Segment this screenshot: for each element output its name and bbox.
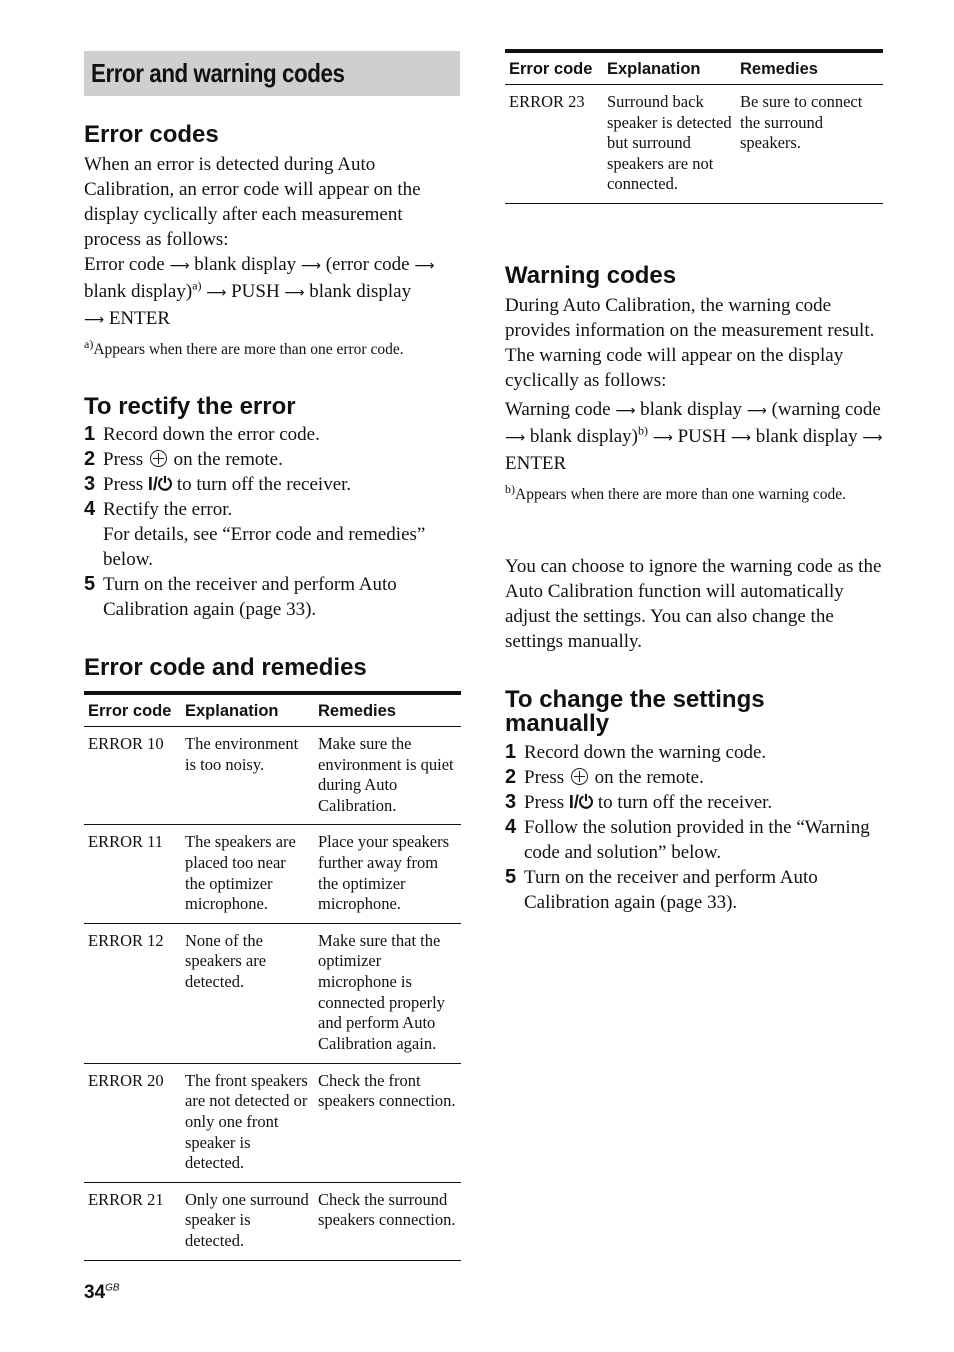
column-header: Error code	[505, 51, 603, 85]
table-row: ERROR 20 The front speakers are not detected or only one front speaker is detected. Check the front speakers connection.	[84, 1063, 461, 1182]
column-header: Explanation	[603, 51, 736, 85]
list-item: 1 Record down the warning code.	[505, 741, 767, 763]
right-arrow-icon: ⟶	[615, 403, 636, 419]
section-banner	[84, 51, 460, 96]
page-number: $34^{GB}$	[84, 1282, 120, 1303]
enter-plus-icon	[150, 450, 167, 467]
table-row: ERROR 23 Surround back speaker is detected but surround speakers are not connected. Be sure to connect the surround speakers.	[505, 85, 883, 204]
column-header: Error code	[84, 693, 181, 727]
column-header: Explanation	[181, 693, 314, 727]
table-row: ERROR 11 The speakers are placed too near the optimizer microphone. Place your speakers further away from the optimizer microphone.	[84, 825, 461, 923]
table-row: ERROR 12 None of the speakers are detected. Make sure that the optimizer microphone is connected properly and perform Auto Calibration again.	[84, 923, 461, 1063]
warning-footnote: $^{b)}$Appears when there are more than one warning code.	[505, 481, 846, 503]
list-item: 5 Turn on the receiver and perform Auto Calibration again (page 33).	[505, 866, 818, 913]
table-row: ERROR 10 The environment is too noisy. Make sure the environment is quiet during Auto Calibration.	[84, 727, 461, 825]
right-arrow-icon: ⟶	[84, 312, 105, 328]
right-arrow-icon: ⟶	[730, 430, 751, 446]
enter-plus-icon	[571, 768, 588, 785]
list-item: 3 Press I/⏻ to turn off the receiver.	[505, 791, 773, 813]
table-row: ERROR 21 Only one surround speaker is detected. Check the surround speakers connection.	[84, 1182, 461, 1260]
section-title: Error and warning codes	[91, 58, 345, 88]
error-codes-intro: When an error is detected during Auto Calibration, an error code will appear on the display cyclically after each measurement process as follows:	[84, 154, 421, 250]
right-arrow-icon: ⟶	[300, 258, 321, 274]
list-item: 1 Record down the error code.	[84, 423, 320, 445]
rectify-steps	[84, 422, 460, 622]
right-arrow-icon: ⟶	[652, 430, 673, 446]
error-sequence: Error code ⟶ blank display ⟶ (error code ⟶ blank display)$^{a)}$ ⟶ PUSH ⟶ blank display ⟶ ENTER	[84, 254, 435, 329]
right-arrow-icon: ⟶	[414, 258, 435, 274]
column-header: Remedies	[314, 693, 461, 727]
list-item: 2 Press on the remote.	[505, 766, 704, 788]
list-item: 3 Press I/⏻ to turn off the receiver.	[84, 473, 352, 495]
right-arrow-icon: ⟶	[169, 258, 190, 274]
right-arrow-icon: ⟶	[505, 430, 526, 446]
power-icon: I/⏻	[147, 474, 173, 494]
change-settings-steps	[505, 740, 883, 915]
error-footnote: $^{a)}$Appears when there are more than one error code.	[84, 336, 404, 358]
power-icon: I/⏻	[568, 792, 594, 812]
column-header: Remedies	[736, 51, 883, 85]
error-codes-heading: Error codes	[84, 121, 219, 148]
warning-codes-heading: Warning codes	[505, 262, 677, 289]
right-arrow-icon: ⟶	[284, 285, 305, 301]
list-item: 4 Follow the solution provided in the “Warning code and solution” below.	[505, 816, 870, 863]
warning-sequence: Warning code ⟶ blank display ⟶ (warning code ⟶ blank display)$^{b)}$ ⟶ PUSH ⟶ blank display ⟶ ENTER	[505, 399, 883, 474]
rectify-heading: To rectify the error	[84, 393, 296, 420]
list-item: 4 Rectify the error. For details, see “Error code and remedies” below.	[84, 498, 426, 570]
warning-codes-intro: During Auto Calibration, the warning code provides information on the measurement result. The warning code will appear on the display cyclically as follows:	[505, 295, 875, 391]
right-arrow-icon: ⟶	[746, 403, 767, 419]
list-item: 5 Turn on the receiver and perform Auto Calibration again (page 33).	[84, 573, 397, 620]
list-item: 2 Press on the remote.	[84, 448, 283, 470]
right-arrow-icon: ⟶	[206, 285, 227, 301]
remedies-table-continued	[505, 49, 883, 204]
remedies-table	[84, 691, 461, 1261]
right-arrow-icon: ⟶	[862, 430, 883, 446]
warning-note: You can choose to ignore the warning code as the Auto Calibration function will automatically adjust the settings. You can also change the settings manually.	[505, 556, 882, 652]
change-settings-heading: To change the settings manually	[505, 686, 765, 737]
remedies-heading: Error code and remedies	[84, 654, 367, 681]
